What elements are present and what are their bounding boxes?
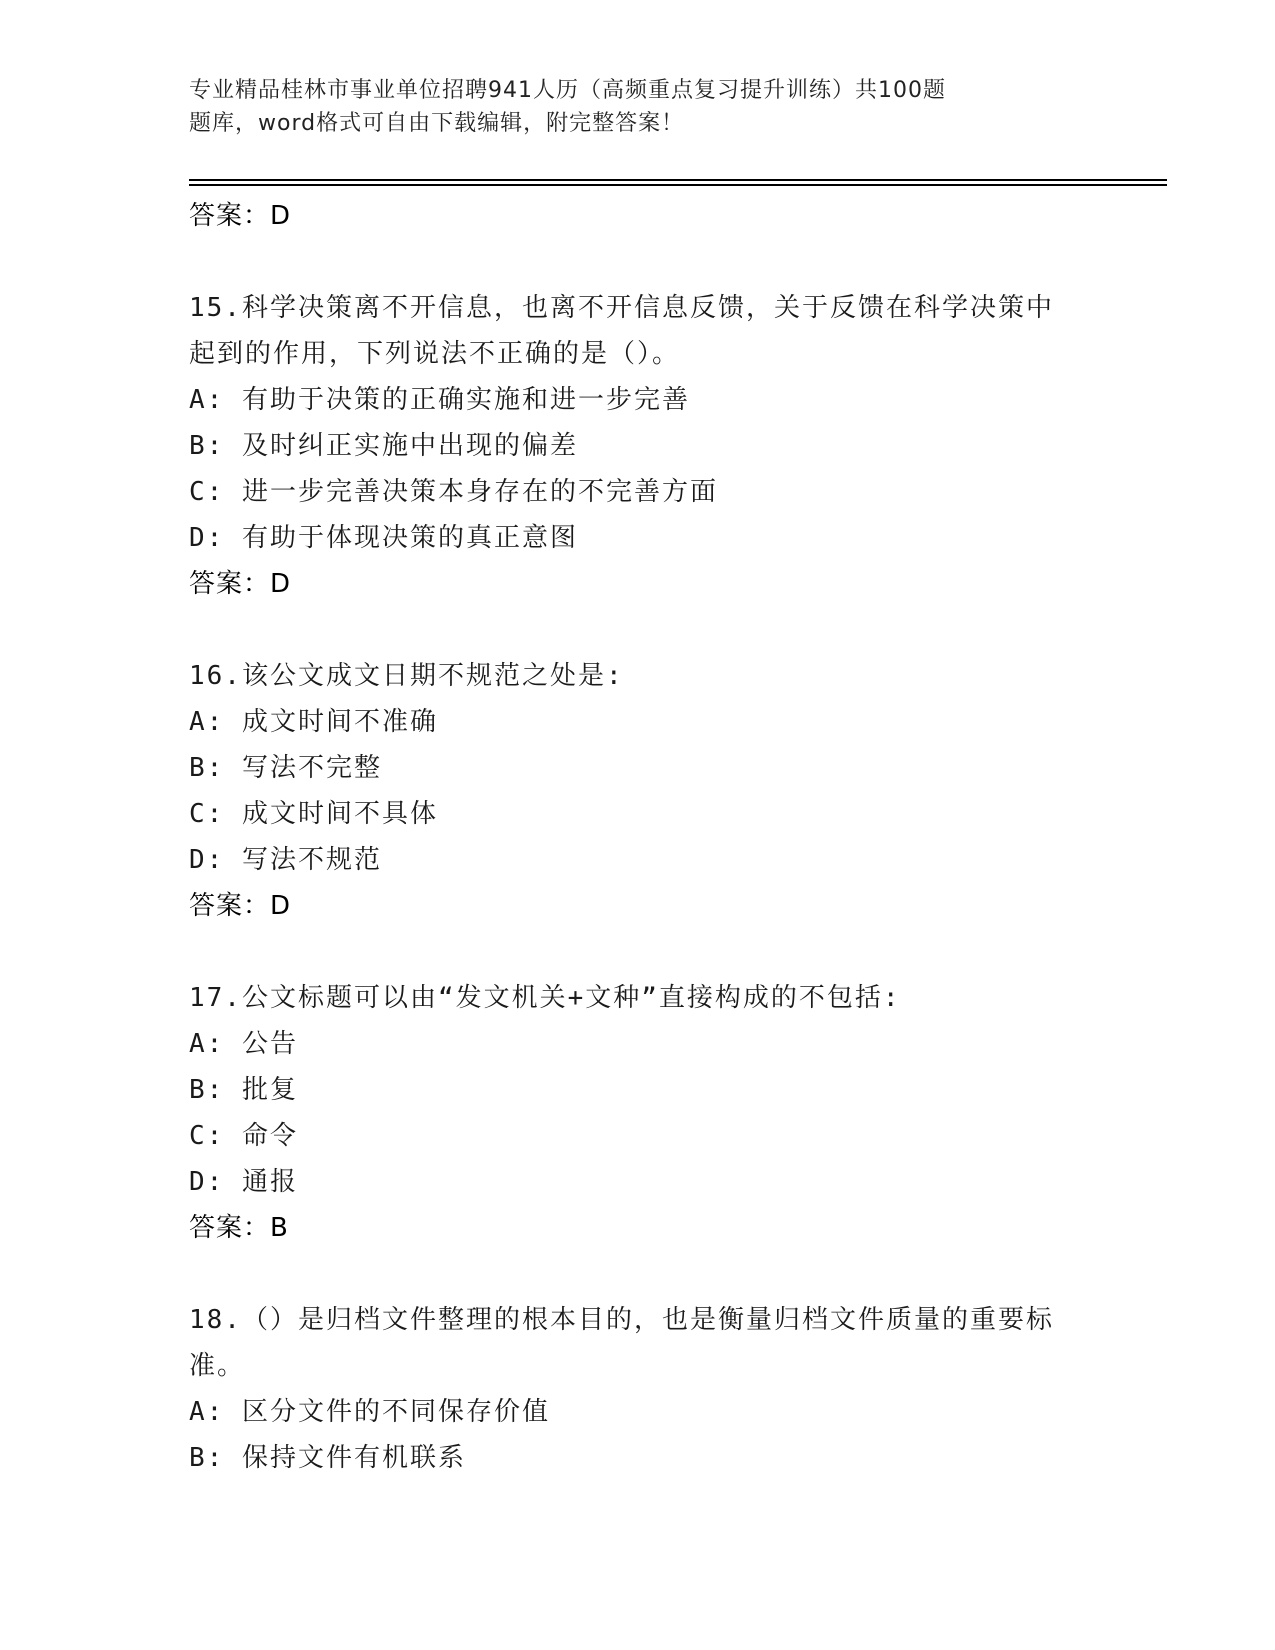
option-c: C: 成文时间不具体 bbox=[189, 799, 438, 829]
option-b: B: 保持文件有机联系 bbox=[189, 1443, 466, 1473]
spacer bbox=[189, 1251, 1089, 1297]
question-stem: 15.科学决策离不开信息，也离不开信息反馈，关于反馈在科学决策中 bbox=[189, 293, 1054, 323]
answer: 答案：B bbox=[189, 1213, 289, 1243]
option-a: A: 公告 bbox=[189, 1029, 298, 1059]
question-15 bbox=[189, 285, 1089, 607]
option-d: D: 有助于体现决策的真正意图 bbox=[189, 523, 578, 553]
spacer bbox=[189, 607, 1089, 653]
question-stem: 16.该公文成文日期不规范之处是: bbox=[189, 661, 624, 691]
document-body bbox=[189, 193, 1089, 1481]
answer: 答案：D bbox=[189, 569, 292, 599]
header-line-1: 专业精品桂林市事业单位招聘941人历（高频重点复习提升训练）共100题 bbox=[189, 78, 946, 103]
question-stem: 准。 bbox=[189, 1351, 246, 1381]
question-stem: 18.（）是归档文件整理的根本目的，也是衡量归档文件质量的重要标 bbox=[189, 1305, 1054, 1335]
previous-answer: 答案：D bbox=[189, 201, 292, 231]
answer: 答案：D bbox=[189, 891, 292, 921]
option-c: C: 进一步完善决策本身存在的不完善方面 bbox=[189, 477, 718, 507]
header-divider-top bbox=[189, 179, 1167, 181]
spacer bbox=[189, 239, 1089, 285]
question-16 bbox=[189, 653, 1089, 929]
option-d: D: 通报 bbox=[189, 1167, 298, 1197]
option-d: D: 写法不规范 bbox=[189, 845, 382, 875]
question-stem: 起到的作用，下列说法不正确的是（）。 bbox=[189, 339, 681, 369]
option-b: B: 及时纠正实施中出现的偏差 bbox=[189, 431, 578, 461]
option-b: B: 写法不完整 bbox=[189, 753, 382, 783]
question-18 bbox=[189, 1297, 1089, 1481]
spacer bbox=[189, 929, 1089, 975]
option-c: C: 命令 bbox=[189, 1121, 298, 1151]
option-a: A: 区分文件的不同保存价值 bbox=[189, 1397, 550, 1427]
header-line-2: 题库，word格式可自由下载编辑，附完整答案！ bbox=[189, 111, 685, 136]
option-b: B: 批复 bbox=[189, 1075, 298, 1105]
option-a: A: 成文时间不准确 bbox=[189, 707, 438, 737]
header-divider-bottom bbox=[189, 184, 1167, 186]
option-a: A: 有助于决策的正确实施和进一步完善 bbox=[189, 385, 690, 415]
question-stem: 17.公文标题可以由“发文机关+文种”直接构成的不包括: bbox=[189, 983, 901, 1013]
document-header bbox=[189, 74, 1049, 140]
question-17 bbox=[189, 975, 1089, 1251]
